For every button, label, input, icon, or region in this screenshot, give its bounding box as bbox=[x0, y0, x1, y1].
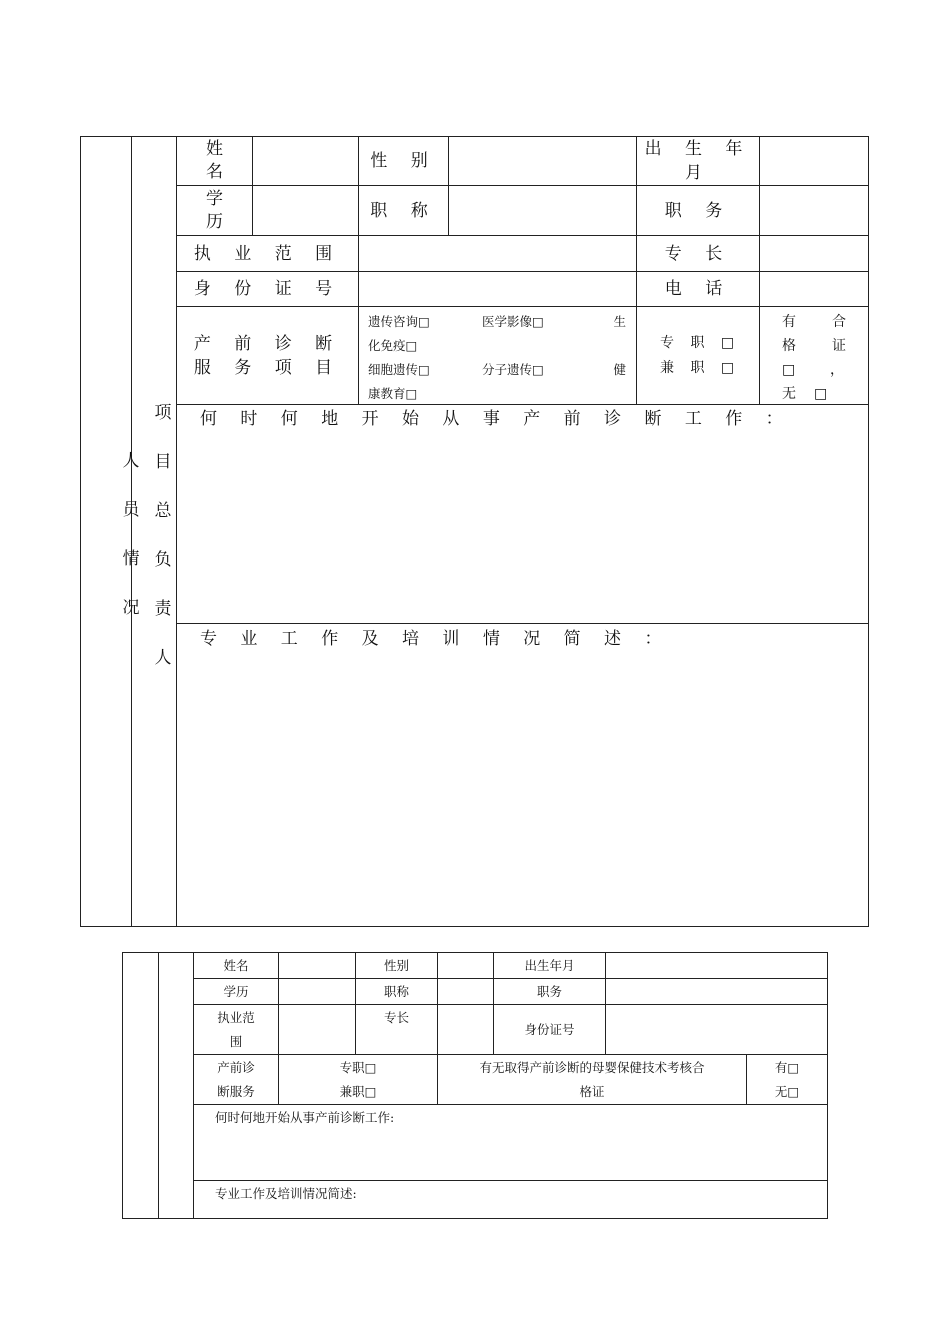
service-option-text: 生 bbox=[613, 314, 626, 329]
cert-line bbox=[782, 310, 846, 334]
form2-left-border bbox=[122, 952, 123, 1219]
name-field[interactable] bbox=[253, 137, 358, 185]
role-label-char: 总 bbox=[154, 501, 172, 521]
position-label: 职 务 bbox=[664, 200, 732, 221]
cert-line bbox=[782, 334, 846, 358]
start-work-label: 何 时 何 地 开 始 从 事 产 前 诊 断 工 作 ： bbox=[200, 409, 792, 429]
service-option-cytogenetics[interactable]: 细胞遗传□ bbox=[368, 362, 430, 377]
form2-id-number-label: 身份证号 bbox=[524, 1021, 575, 1037]
form2-right-border bbox=[827, 952, 828, 1219]
service-option-genetic-counseling[interactable]: 遗传咨询□ bbox=[368, 314, 430, 329]
cert-char: 格 bbox=[782, 338, 796, 354]
service-option-molecular-genetics[interactable]: 分子遗传□ bbox=[482, 362, 544, 377]
form2-position-label: 职务 bbox=[536, 983, 562, 999]
role-label-char: 目 bbox=[154, 452, 172, 472]
section-label-char: 员 bbox=[122, 500, 140, 520]
gender-label: 性 别 bbox=[370, 151, 437, 171]
employment-options bbox=[660, 331, 756, 381]
fulltime-option[interactable]: 专 职 □ bbox=[660, 335, 741, 351]
service-options bbox=[368, 310, 630, 404]
practice-scope-field[interactable] bbox=[359, 236, 636, 271]
form2-row-line bbox=[193, 1180, 828, 1181]
title-label: 职 称 bbox=[370, 200, 437, 221]
training-field[interactable] bbox=[177, 654, 868, 926]
position-field[interactable] bbox=[760, 186, 868, 235]
role-label-char: 负 bbox=[154, 550, 172, 570]
form2-education-field[interactable] bbox=[279, 979, 355, 1004]
form2-practice-scope-field[interactable] bbox=[279, 1005, 355, 1054]
service-option-biochem-immunology[interactable]: 化免疫□ bbox=[368, 338, 418, 353]
form2-specialty-label: 专长 bbox=[383, 1010, 409, 1025]
service-options-line bbox=[368, 382, 630, 406]
cert-no-checkbox[interactable]: □ bbox=[814, 386, 828, 402]
cert-line bbox=[782, 382, 846, 406]
form2-id-number-field[interactable] bbox=[606, 1005, 827, 1054]
form2-education-label: 学历 bbox=[223, 983, 249, 999]
role-label-project-lead bbox=[152, 401, 174, 695]
form2-birth-field[interactable] bbox=[606, 953, 827, 978]
form2-title-field[interactable] bbox=[438, 979, 493, 1004]
form1-right-border bbox=[868, 136, 869, 927]
start-work-field[interactable] bbox=[177, 434, 868, 623]
form2-cert-question: 有无取得产前诊断的母婴保健技术考核合 格证 bbox=[479, 1059, 705, 1099]
form2-practice-scope-label: 执业范 围 bbox=[217, 1009, 255, 1049]
id-number-field[interactable] bbox=[359, 272, 636, 306]
education-field[interactable] bbox=[253, 186, 358, 235]
cert-char: 合 bbox=[832, 314, 846, 330]
training-label: 专 业 工 作 及 培 训 情 况 简 述 ： bbox=[200, 629, 671, 649]
section-label-char: 况 bbox=[122, 598, 140, 618]
parttime-option[interactable]: 兼 职 □ bbox=[660, 360, 741, 376]
form2-training-field[interactable] bbox=[194, 1206, 827, 1218]
form2-employment-options[interactable]: 专职□ 兼职□ bbox=[339, 1059, 377, 1099]
form1-row-line bbox=[176, 623, 869, 624]
form2-gender-field[interactable] bbox=[438, 953, 493, 978]
id-number-label: 身 份 证 号 bbox=[193, 279, 342, 299]
birth-label: 出 生 年 月 bbox=[644, 139, 752, 183]
practice-scope-label: 执 业 范 围 bbox=[193, 243, 342, 264]
phone-label: 电 话 bbox=[664, 279, 732, 299]
form2-name-field[interactable] bbox=[279, 953, 355, 978]
cert-char: 证 bbox=[832, 338, 846, 354]
service-option-health-education[interactable]: 康教育□ bbox=[368, 386, 418, 401]
form2-position-field[interactable] bbox=[606, 979, 827, 1004]
form2-name-label: 姓名 bbox=[223, 957, 249, 973]
service-options-line bbox=[368, 310, 630, 334]
gender-field[interactable] bbox=[449, 137, 636, 185]
cert-char: 无 bbox=[782, 386, 796, 402]
form2-title-label: 职称 bbox=[383, 983, 409, 999]
cert-char: 有 bbox=[782, 314, 796, 330]
form2-bottom-border bbox=[122, 1218, 828, 1219]
cert-char: ， bbox=[830, 362, 844, 378]
form2-birth-label: 出生年月 bbox=[524, 957, 575, 973]
form2-start-work-field[interactable] bbox=[194, 1130, 827, 1180]
form2-specialty-field[interactable] bbox=[438, 1005, 493, 1054]
specialty-field[interactable] bbox=[760, 236, 868, 271]
certificate-options bbox=[782, 310, 846, 404]
section-label-char: 人 bbox=[122, 451, 140, 471]
birth-field[interactable] bbox=[760, 137, 868, 185]
role-label-char: 人 bbox=[154, 648, 172, 668]
service-option-text: 健 bbox=[613, 362, 626, 377]
form2-start-work-label: 何时何地开始从事产前诊断工作: bbox=[215, 1110, 395, 1125]
section-label-char: 情 bbox=[122, 549, 140, 569]
section-label-personnel bbox=[120, 449, 142, 645]
form2-service-label: 产前诊 断服务 bbox=[217, 1059, 255, 1099]
form2-col-sep bbox=[158, 952, 159, 1219]
education-label: 学 历 bbox=[206, 188, 223, 232]
phone-field[interactable] bbox=[760, 272, 868, 306]
form2-cert-answer[interactable]: 有□ 无□ bbox=[774, 1059, 800, 1099]
service-options-line bbox=[368, 334, 630, 358]
form2-training-label: 专业工作及培训情况简述: bbox=[215, 1186, 357, 1201]
form1-bottom-border bbox=[80, 926, 869, 927]
service-label: 产 前 诊 断 服 务 项 目 bbox=[193, 333, 342, 378]
specialty-label: 专 长 bbox=[664, 243, 732, 264]
name-label: 姓 名 bbox=[206, 139, 223, 182]
service-option-medical-imaging[interactable]: 医学影像□ bbox=[482, 314, 544, 329]
form1-left-border bbox=[80, 136, 81, 927]
role-label-char: 项 bbox=[154, 403, 172, 423]
role-label-char: 责 bbox=[154, 599, 172, 619]
service-options-line bbox=[368, 358, 630, 382]
cert-line bbox=[782, 358, 846, 382]
title-field[interactable] bbox=[449, 186, 636, 235]
form2-row-line bbox=[193, 1104, 828, 1105]
cert-yes-checkbox[interactable]: □ bbox=[782, 362, 796, 378]
form2-gender-label: 性别 bbox=[383, 957, 409, 973]
